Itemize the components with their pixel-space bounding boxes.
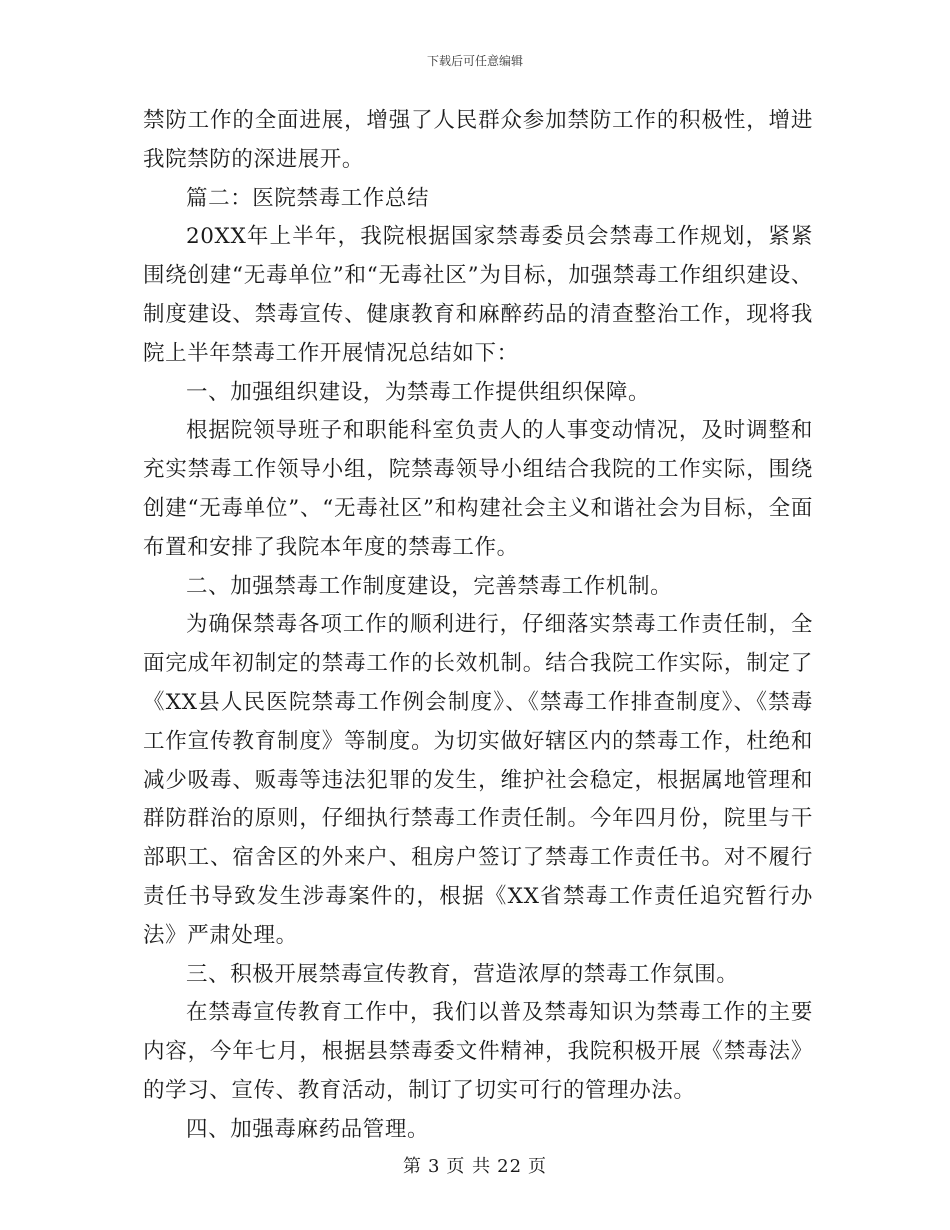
current-page-number: 3 <box>427 1156 441 1177</box>
paragraph: 根据院领导班子和职能科室负责人的人事变动情况，及时调整和充实禁毒工作领导小组，院禁毒领导小组结合我院的工作实际，围绕创建“无毒单位”、“无毒社区”和构建社会主义和谐社会为目标，全面布置和安排了我院本年度的禁毒工作。 <box>143 418 813 560</box>
page-label-mid: 页 共 <box>446 1156 492 1177</box>
paragraph: 禁防工作的全面进展，增强了人民群众参加禁防工作的积极性，增进我院禁防的深进展开。 <box>143 108 813 172</box>
section-heading: 二、加强禁毒工作制度建设，完善禁毒工作机制。 <box>186 573 673 599</box>
section-heading: 一、加强组织建设，为禁毒工作提供组织保障。 <box>186 379 651 405</box>
paragraph: 在禁毒宣传教育工作中，我们以普及禁毒知识为禁毒工作的主要内容，今年七月，根据县禁毒委文件精神，我院积极开展《禁毒法》的学习、宣传、教育活动，制订了切实可行的管理办法。 <box>143 1000 813 1103</box>
total-pages-number: 22 <box>497 1156 523 1177</box>
page-label-suffix: 页 <box>528 1156 548 1177</box>
document-body <box>143 102 813 1150</box>
page-footer <box>0 1152 950 1178</box>
paragraph: 20XX年上半年，我院根据国家禁毒委员会禁毒工作规划，紧紧围绕创建“无毒单位”和“无毒社区”为目标，加强禁毒工作组织建设、制度建设、禁毒宣传、健康教育和麻醉药品的清查整治工作，现将我院上半年禁毒工作开展情况总结如下： <box>143 224 813 366</box>
page-header-note: 下载后可任意编辑 <box>426 54 523 68</box>
section-heading: 三、积极开展禁毒宣传教育，营造浓厚的禁毒工作氛围。 <box>186 961 739 987</box>
paragraph: 为确保禁毒各项工作的顺利进行，仔细落实禁毒工作责任制，全面完成年初制定的禁毒工作的长效机制。结合我院工作实际，制定了《XX县人民医院禁毒工作例会制度》、《禁毒工作排查制度》、《禁毒工作宣传教育制度》等制度。为切实做好辖区内的禁毒工作，杜绝和减少吸毒、贩毒等违法犯罪的发生，维护社会稳定，根据属地管理和群防群治的原则，仔细执行禁毒工作责任制。今年四月份，院里与干部职工、宿舍区的外来户、租房户签订了禁毒工作责任书。对不履行责任书导致发生涉毒案件的，根据《XX省禁毒工作责任追究暂行办法》严肃处理。 <box>143 612 813 948</box>
section-heading: 四、加强毒麻药品管理。 <box>186 1116 430 1142</box>
page-label-prefix: 第 <box>402 1156 422 1177</box>
section-title: 篇二：医院禁毒工作总结 <box>186 185 430 211</box>
